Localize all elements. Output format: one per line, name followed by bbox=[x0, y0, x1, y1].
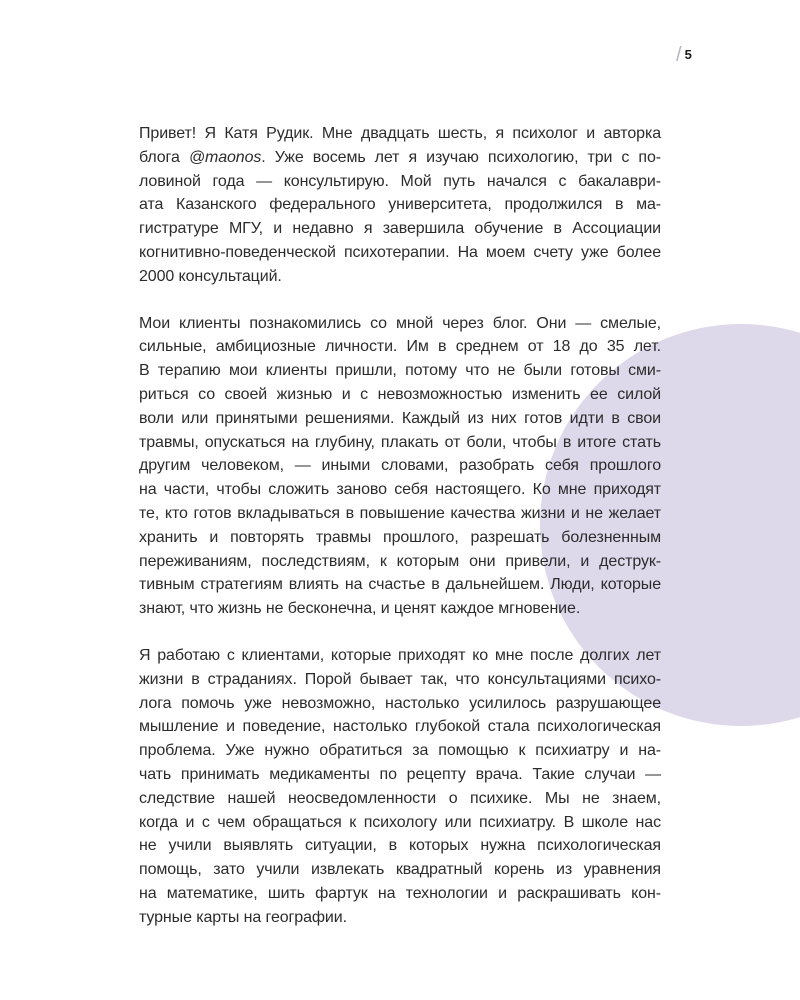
text-line: когнитивно-поведенческой психотерапии. На моем счету уже более bbox=[139, 243, 661, 261]
text-line: хранить и повторять травмы прошлого, разрешать болезненным bbox=[139, 528, 661, 546]
text-line: чать принимать медикаменты по рецепту врача. Такие случаи — bbox=[139, 765, 661, 783]
text-line: блога @maonos. Уже восемь лет я изучаю психологию, три с по- bbox=[139, 148, 661, 166]
text-line: знают, что жизнь не бесконечна, и ценят каждое мгновение. bbox=[139, 600, 581, 618]
text-line: жизни в страданиях. Порой бывает так, что консультациями психо- bbox=[139, 670, 661, 688]
text-line: гистратуре МГУ, и недавно я завершила обучение в Ассоциации bbox=[139, 220, 661, 238]
text-line: травмы, опускаться на глубину, плакать от боли, чтобы в итоге стать bbox=[139, 433, 661, 451]
text-line: воли или принятыми решениями. Каждый из них готов идти в свои bbox=[139, 409, 661, 427]
text-line: проблема. Уже нужно обратиться за помощью к психиатру и на- bbox=[139, 742, 661, 760]
text-line: тивным стратегиям влиять на счастье в дальнейшем. Люди, которые bbox=[139, 576, 661, 594]
body-text bbox=[139, 122, 661, 953]
text-line: другим человеком, — иными словами, разобрать себя прошлого bbox=[139, 457, 661, 475]
text-line: на части, чтобы сложить заново себя настоящего. Ко мне приходят bbox=[139, 481, 661, 499]
text-line: ловиной года — консультирую. Мой путь начался с бакалаври- bbox=[139, 172, 661, 190]
text-line: сильные, амбициозные личности. Им в среднем от 18 до 35 лет. bbox=[139, 338, 661, 356]
text-line: когда и с чем обращаться к психологу или психиатру. В школе нас bbox=[139, 813, 661, 831]
text-line: 2000 консультаций. bbox=[139, 267, 282, 285]
page-number-slash-icon: / bbox=[676, 44, 682, 66]
paragraph bbox=[139, 644, 661, 930]
paragraph bbox=[139, 312, 661, 621]
text-line: лога помочь уже невозможно, настолько усилилось разрушающее bbox=[139, 694, 661, 712]
text-line: ата Казанского федерального университета, продолжился в ма- bbox=[139, 196, 661, 214]
text-line: мышление и поведение, настолько глубокой стала психологическая bbox=[139, 718, 661, 736]
text-line: В терапию мои клиенты пришли, потому что не были готовы сми- bbox=[139, 362, 661, 380]
text-line: те, кто готов вкладываться в повышение качества жизни и не желает bbox=[139, 504, 661, 522]
text-line: Привет! Я Катя Рудик. Мне двадцать шесть, я психолог и авторка bbox=[139, 125, 661, 142]
text-line: Мои клиенты познакомились со мной через блог. Они — смелые, bbox=[139, 314, 661, 332]
text-line: не учили выявлять ситуации, в которых нужна психологическая bbox=[139, 837, 661, 855]
text-line: переживаниям, последствиям, к которым они привели, и деструк- bbox=[139, 552, 661, 570]
blog-handle-link[interactable]: @maonos bbox=[188, 148, 262, 166]
paragraph bbox=[139, 122, 661, 289]
text-line: следствие нашей неосведомленности о психике. Мы не знаем, bbox=[139, 789, 661, 807]
text-line: Я работаю с клиентами, которые приходят ко мне после долгих лет bbox=[139, 646, 661, 664]
text-line: на математике, шить фартук на технологии и раскрашивать кон- bbox=[139, 884, 661, 902]
page-number-block bbox=[676, 44, 692, 66]
text-line: помощь, зато учили извлекать квадратный корень из уравнения bbox=[139, 861, 661, 879]
text-line: риться со своей жизнью и с невозможностью изменить ее силой bbox=[139, 385, 661, 403]
text-line: турные карты на географии. bbox=[139, 908, 347, 926]
page-number: 5 bbox=[684, 47, 692, 62]
